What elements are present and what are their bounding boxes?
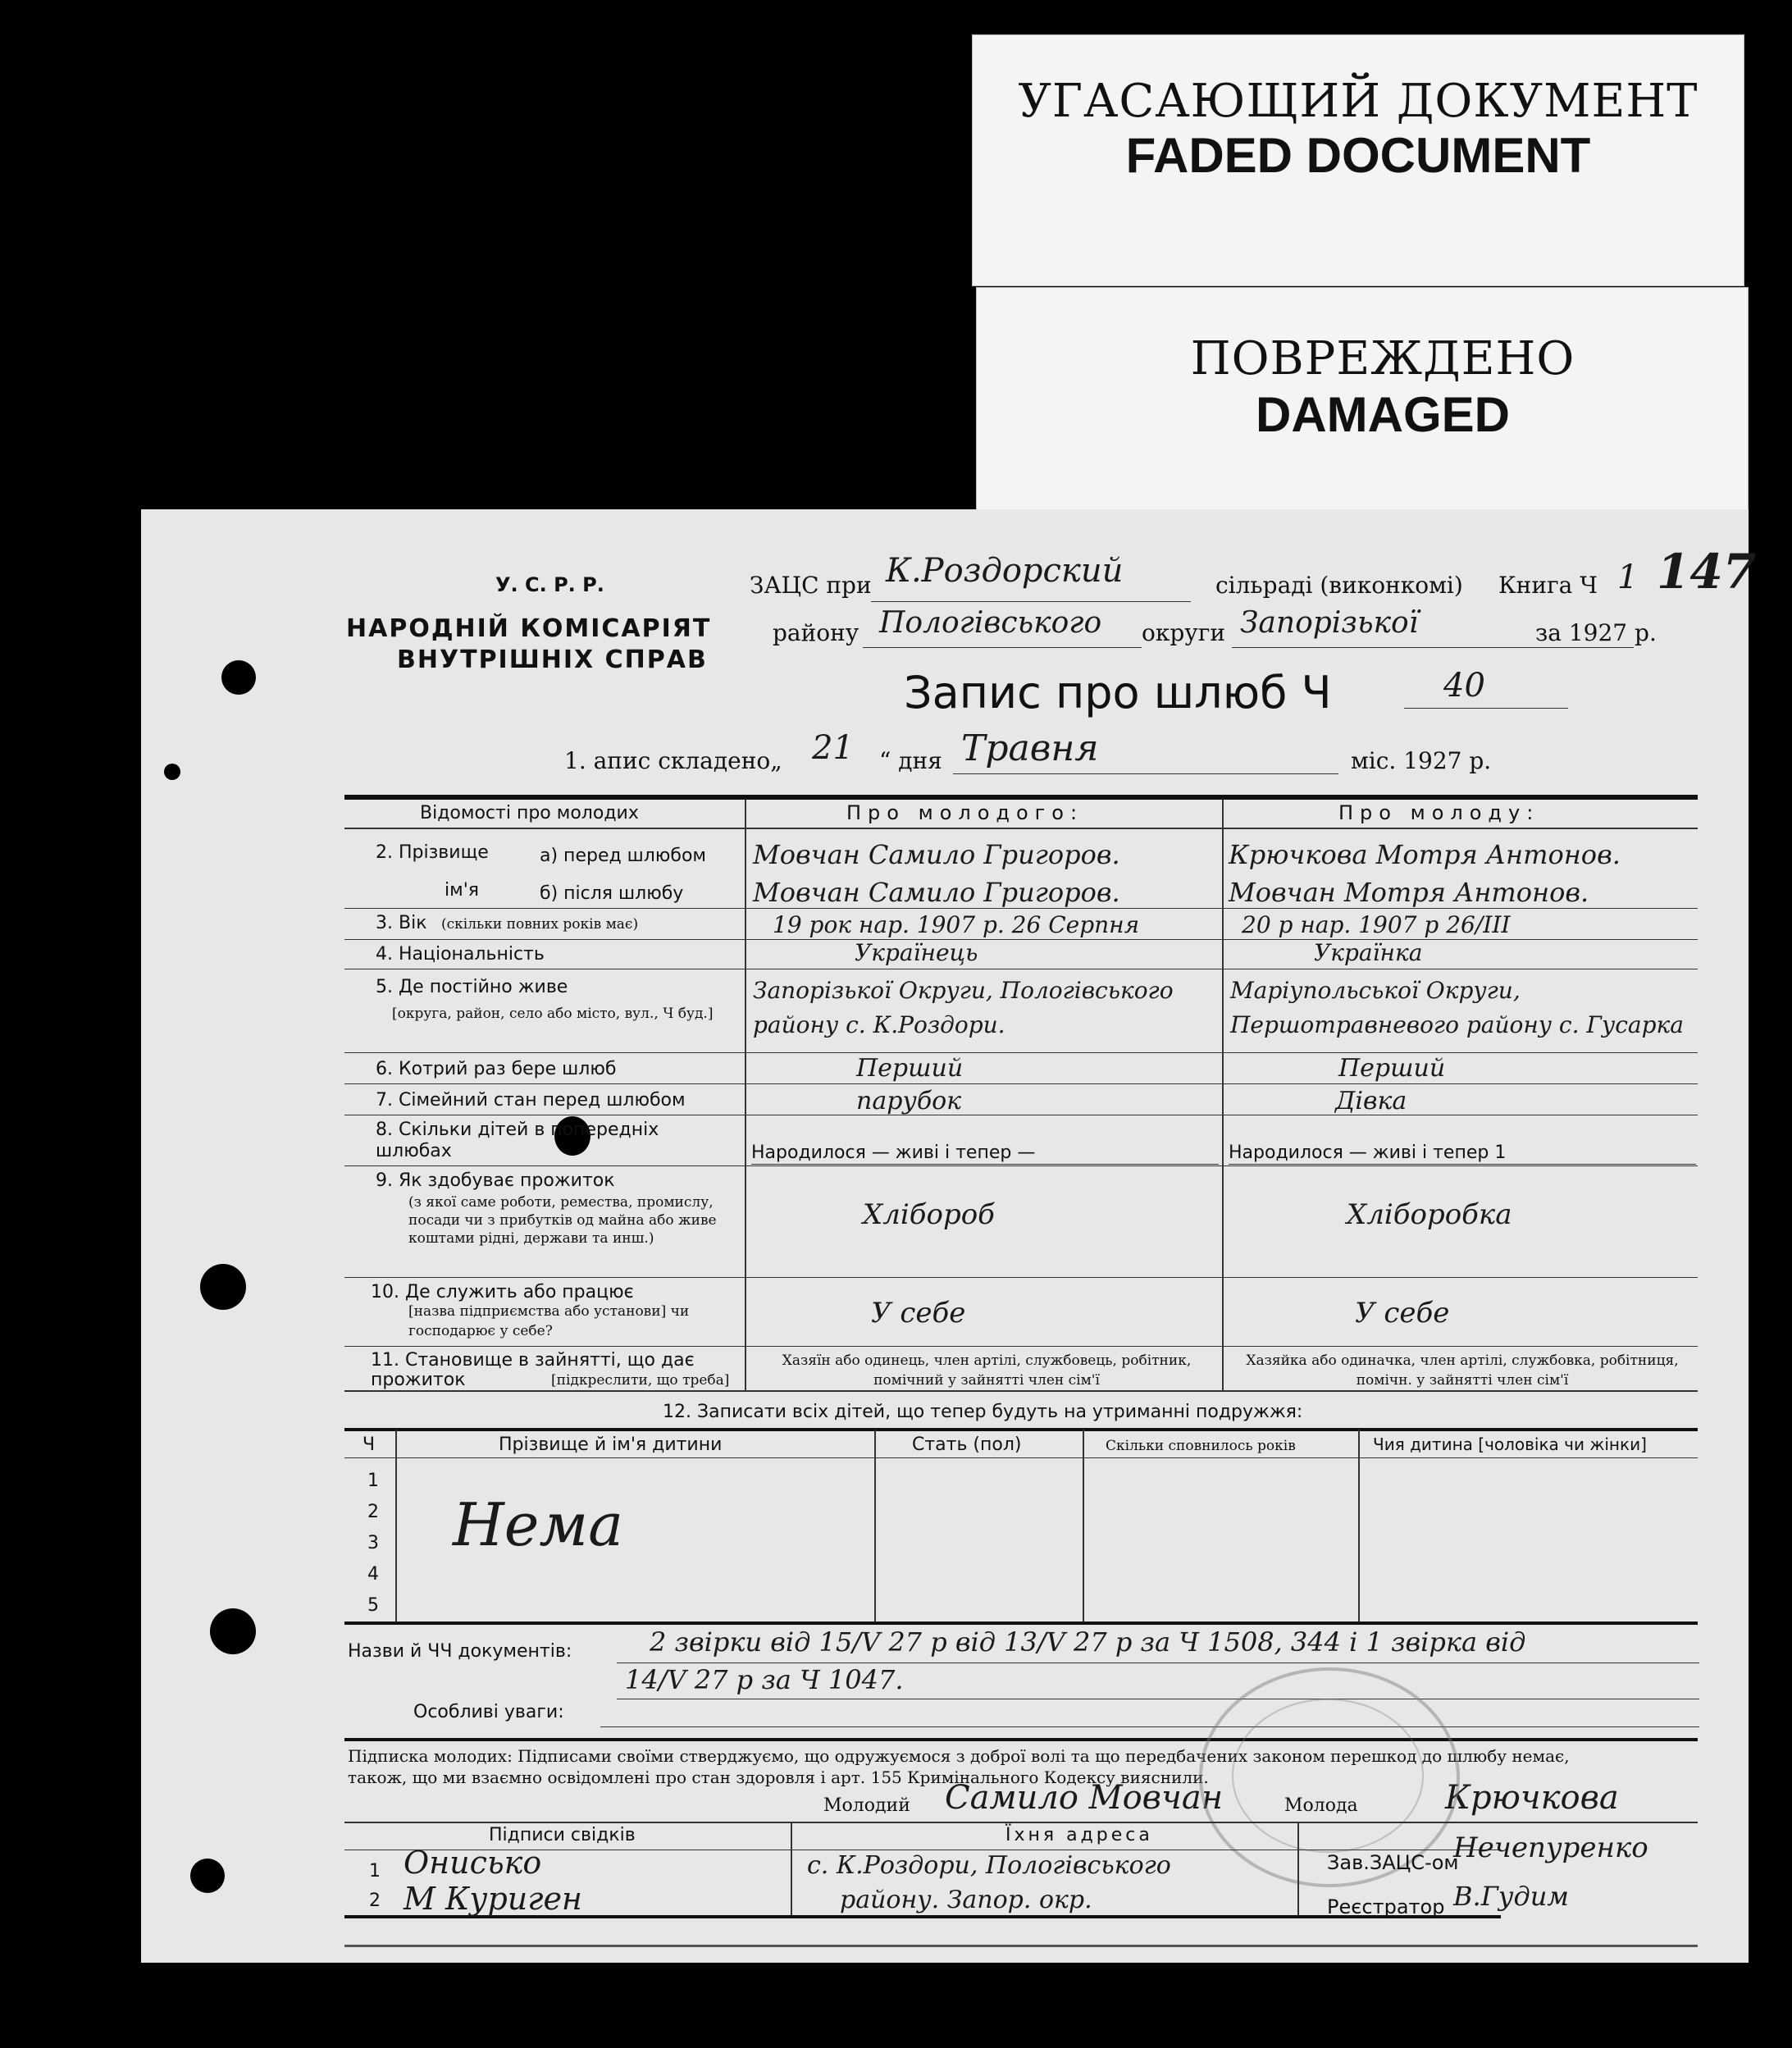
- groom-signature: Самило Мовчан: [945, 1779, 1224, 1817]
- row-workplace-sub: [назва підприємства або установи] чи господарює у себе?: [408, 1303, 690, 1339]
- witness-address-header: Їхня адреса: [1005, 1825, 1153, 1845]
- witness-1-number: 1: [369, 1861, 381, 1882]
- children-col-whose: Чия дитина [чоловіка чи жінки]: [1373, 1435, 1647, 1454]
- record-number-underline: [1404, 708, 1568, 709]
- child-number: 5: [367, 1595, 379, 1616]
- zags-value: К.Роздорский: [886, 552, 1124, 590]
- row-times-label: 6. Котрий раз бере шлюб: [376, 1059, 617, 1079]
- damaged-en-text: DAMAGED: [1256, 387, 1510, 442]
- bride-times: Перший: [1338, 1054, 1446, 1083]
- child-number: 2: [367, 1502, 379, 1522]
- okrug-label: округи: [1142, 619, 1226, 646]
- witness-1-signature: Онисько: [404, 1845, 542, 1881]
- official-stamp-inner: [1232, 1699, 1424, 1853]
- bride-livelihood: Хліборобка: [1347, 1198, 1512, 1231]
- district-underline: [863, 647, 1142, 648]
- row-name-label: ім'я: [445, 880, 479, 901]
- row-position-label: 11. Становище в зайнятті, що дає прожиток: [371, 1350, 695, 1390]
- groom-position: Хазяїн або одинець, член артілі, службовець, робітник, помічний у зайнятті член сім'ї: [782, 1352, 1192, 1389]
- children-heading: 12. Записати всіх дітей, що тепер будуть на утриманні подружжя:: [663, 1402, 1303, 1422]
- child-number: 3: [367, 1533, 379, 1553]
- marriage-record-document: [141, 509, 1757, 1963]
- punch-hole: [190, 1859, 225, 1893]
- okrug-underline: [1232, 647, 1634, 648]
- date-suffix: міс. 1927 р.: [1351, 747, 1492, 774]
- col-groom-header: Про молодого:: [846, 801, 1084, 824]
- row-residence-label: 5. Де постійно живе: [376, 977, 568, 997]
- record-title: Запис про шлюб Ч: [904, 667, 1332, 718]
- witness-2-signature: М Куриген: [404, 1881, 582, 1917]
- punch-hole: [164, 764, 180, 780]
- book-label: Книга Ч: [1498, 572, 1598, 599]
- row-surname-label: 2. Прізвище: [376, 842, 489, 863]
- children-col-age: Скільки сповнилось років: [1106, 1438, 1296, 1454]
- selradi-label: сільраді (виконкомі): [1215, 572, 1463, 599]
- children-col-name: Прізвище й ім'я дитини: [499, 1435, 723, 1455]
- punch-hole: [221, 660, 256, 695]
- ussr-heading: У. С. Р. Р.: [495, 573, 604, 596]
- groom-children: Народилося — живі і тепер —: [751, 1143, 1036, 1163]
- row-surname-before: а) перед шлюбом: [540, 846, 707, 866]
- row-status-label: 7. Сімейний стан перед шлюбом: [376, 1090, 686, 1111]
- date-month: Травня: [961, 728, 1099, 769]
- declaration-line-1: Підписка молодих: Підписами своїми стверджуємо, що одружуємося з доброї волі та що передбачених законом перешкод до шлюбу немає,: [348, 1746, 1570, 1766]
- groom-nationality: Українець: [855, 939, 978, 966]
- witness-signs-header: Підписи свідків: [489, 1825, 636, 1845]
- head-zags-signature: Нечепуренко: [1453, 1831, 1648, 1864]
- date-underline: [953, 773, 1338, 774]
- registrar-label: Реєстратор: [1327, 1895, 1445, 1918]
- documents-label: Назви й ЧЧ документів:: [348, 1641, 572, 1662]
- date-day: 21: [812, 729, 854, 767]
- witness-2-number: 2: [369, 1891, 381, 1911]
- row-age-label: 3. Вік: [376, 913, 427, 933]
- groom-status: парубок: [856, 1087, 962, 1115]
- year-label: за 1927 р.: [1535, 619, 1657, 646]
- bride-status: Дівка: [1335, 1087, 1407, 1115]
- groom-surname-after: Мовчан Самило Григоров.: [753, 877, 1120, 908]
- declaration-line-2: також, що ми взаємно освідомлені про стан здоровля і арт. 155 Кримінального Кодексу вияснили.: [348, 1767, 1209, 1787]
- groom-signature-label: Молодий: [823, 1795, 910, 1816]
- book-value: 1: [1617, 559, 1639, 596]
- punch-hole: [200, 1264, 246, 1310]
- row-children-label: 8. Скільки дітей в попередніх шлюбах: [376, 1120, 659, 1161]
- bride-workplace: У себе: [1355, 1297, 1450, 1330]
- page-number: 147: [1657, 544, 1757, 600]
- row-age-sub: (скільки повних років має): [441, 916, 639, 933]
- faded-en-text: FADED DOCUMENT: [1125, 128, 1591, 183]
- bride-nationality: Українка: [1314, 939, 1423, 966]
- groom-livelihood: Хлібороб: [863, 1198, 995, 1231]
- faded-document-label: [972, 34, 1744, 286]
- groom-residence: Запорізької Округи, Пологівського району с. К.Роздори.: [753, 977, 1174, 1038]
- row-livelihood-label: 9. Як здобуває прожиток: [376, 1170, 615, 1191]
- zags-prefix: ЗАЦС при: [750, 572, 872, 599]
- documents-line-2: 14/V 27 р за Ч 1047.: [625, 1664, 904, 1695]
- okrug-value: Запорізької: [1240, 606, 1419, 640]
- children-none-note: Нема: [453, 1490, 624, 1559]
- bride-residence: Маріупольської Округи, Першотравневого району с. Гусарка: [1230, 977, 1684, 1038]
- bride-surname-before: Крючкова Мотря Антонов.: [1229, 839, 1621, 870]
- child-number: 4: [367, 1564, 379, 1585]
- children-col-sex: Стать (пол): [912, 1435, 1022, 1455]
- child-number: 1: [367, 1471, 379, 1491]
- groom-workplace: У себе: [871, 1297, 966, 1330]
- col-bride-header: Про молоду:: [1338, 801, 1540, 824]
- row-workplace-label: 10. Де служить або працює: [371, 1282, 634, 1302]
- date-prefix: 1. апис складено„: [564, 747, 782, 774]
- commissariat-line-1: НАРОДНІЙ КОМІСАРІЯТ: [346, 614, 712, 643]
- bride-signature-label: Молода: [1284, 1795, 1358, 1816]
- witness-address-2: району. Запор. окр.: [840, 1886, 1092, 1914]
- table-top-rule: [344, 795, 1698, 800]
- children-col-num: Ч: [363, 1435, 376, 1455]
- row-surname-after: б) після шлюбу: [540, 883, 684, 904]
- commissariat-line-2: ВНУТРІШНІХ СПРАВ: [397, 645, 708, 674]
- bride-position: Хазяйка або одиначка, член артілі, службовка, робітниця, помічн. у зайнятті член сім'ї: [1246, 1352, 1679, 1389]
- head-zags-label: Зав.ЗАЦС-ом: [1327, 1851, 1459, 1874]
- bride-children: Народилося — живі і тепер 1: [1229, 1143, 1507, 1163]
- bride-surname-after: Мовчан Мотря Антонов.: [1229, 877, 1589, 908]
- groom-surname-before: Мовчан Самило Григоров.: [753, 839, 1120, 870]
- faded-ru-text: УГАСАЮЩИЙ ДОКУМЕНТ: [1018, 75, 1699, 128]
- special-notes-label: Особливі уваги:: [413, 1702, 564, 1722]
- date-quote: “ дня: [879, 747, 942, 774]
- bride-age: 20 р нар. 1907 р 26/III: [1242, 911, 1511, 938]
- district-prefix: району: [773, 619, 860, 646]
- row-position-sub: [підкреслити, що треба]: [551, 1372, 730, 1389]
- district-value: Пологівського: [879, 606, 1102, 640]
- col-info-header: Відомості про молодих: [420, 803, 639, 823]
- punch-hole: [210, 1608, 256, 1654]
- record-number: 40: [1443, 667, 1485, 705]
- documents-line-1: 2 звірки від 15/V 27 р від 13/V 27 р за Ч 1508, 344 і 1 звірка від: [650, 1626, 1526, 1658]
- damaged-label: [976, 287, 1749, 514]
- registrar-signature: В.Гудим: [1453, 1881, 1569, 1912]
- groom-age: 19 рок нар. 1907 р. 26 Серпня: [773, 911, 1140, 938]
- row-nationality-label: 4. Національність: [376, 944, 545, 965]
- damaged-ru-text: ПОВРЕЖДЕНО: [1190, 332, 1575, 385]
- bride-signature: Крючкова: [1445, 1779, 1619, 1817]
- row-livelihood-sub: (з якої саме роботи, ремества, промислу, посади чи з прибутків од майна або живе коштами рідні, держави та инш.): [408, 1194, 717, 1247]
- row-residence-sub: [округа, район, село або місто, вул., Ч буд.]: [392, 1006, 714, 1022]
- witness-address-1: с. К.Роздори, Пологівського: [807, 1851, 1171, 1880]
- zags-underline: [871, 601, 1191, 602]
- groom-times: Перший: [856, 1054, 964, 1083]
